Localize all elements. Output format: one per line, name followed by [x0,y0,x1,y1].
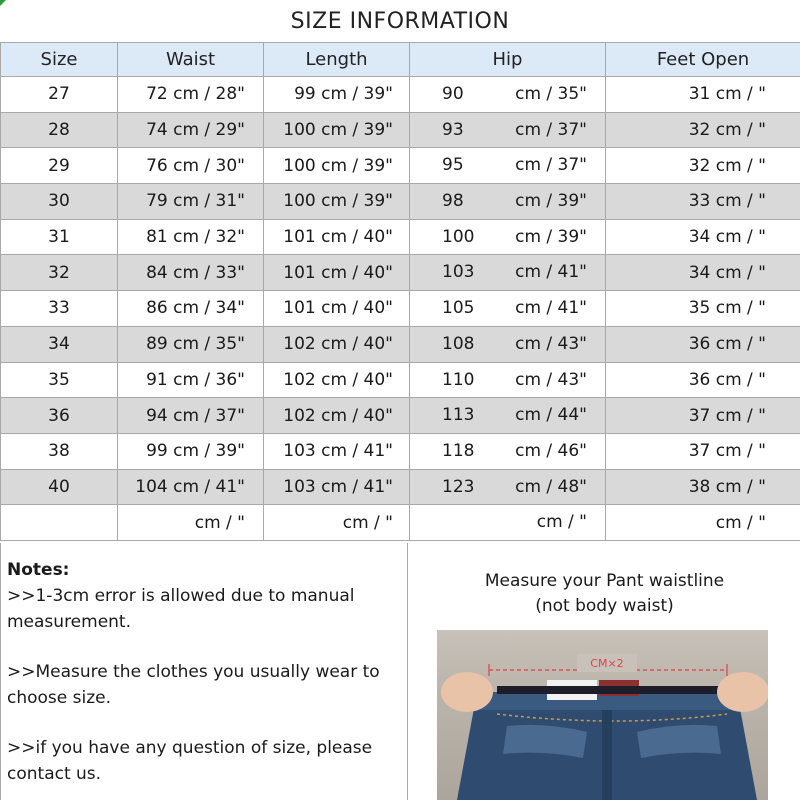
cell-length: 101 cm / 40" [264,255,410,291]
cell-length: 99 cm / 39" [264,77,410,113]
cell-feet-open: 32 cm / " [606,112,800,148]
table-body [1,77,800,541]
cell-waist: 76 cm / 30" [118,148,264,184]
left-hand-shape [441,672,493,712]
table-row [1,184,800,220]
cell-length: 100 cm / 39" [264,148,410,184]
cell-length: cm / " [264,505,410,541]
table-row [1,77,800,113]
fly-shape [602,710,612,800]
cell-length: 101 cm / 40" [264,291,410,327]
cell-waist: 84 cm / 33" [118,255,264,291]
cell-hip-unit: cm / 48" [515,476,587,497]
cell-hip-value: 90 [442,84,464,104]
cell-waist: cm / " [118,505,264,541]
jeans-illustration [437,630,768,800]
cell-hip [410,362,606,398]
measure-title-line2: (not body waist) [535,596,674,616]
cell-hip-value: 108 [442,333,475,354]
header-hip: Hip [410,43,606,77]
cell-hip-value: 113 [442,405,475,426]
cell-size: 35 [1,362,118,398]
cell-hip-unit: cm / 43" [515,369,587,390]
cell-hip [410,469,606,505]
cell-waist: 94 cm / 37" [118,398,264,434]
notes-title: Notes: [7,560,70,580]
cell-length: 101 cm / 40" [264,219,410,255]
note-error-allowed: >>1-3cm error is allowed due to manual measurement. [7,586,355,632]
cell-hip [410,148,606,184]
cell-waist: 104 cm / 41" [118,469,264,505]
cell-hip-value: 98 [442,191,464,212]
cell-length: 100 cm / 39" [264,184,410,220]
cell-size: 30 [1,184,118,220]
cell-waist: 89 cm / 35" [118,326,264,362]
cell-length: 103 cm / 41" [264,433,410,469]
cell-length: 102 cm / 40" [264,362,410,398]
cell-size: 34 [1,326,118,362]
cell-size: 40 [1,469,118,505]
cell-size: 38 [1,433,118,469]
cell-hip-value: 118 [442,440,475,461]
note-contact-us: >>if you have any question of size, please contact us. [7,738,373,784]
cell-length: 102 cm / 40" [264,398,410,434]
cell-length: 103 cm / 41" [264,469,410,505]
measure-title [409,569,800,619]
table-row [1,326,800,362]
cell-feet-open: 35 cm / " [606,291,800,327]
cell-waist: 86 cm / 34" [118,291,264,327]
table-row [1,469,800,505]
header-feet-open: Feet Open [606,43,800,77]
cell-length: 102 cm / 40" [264,326,410,362]
cell-hip-value: 93 [442,119,464,140]
table-row [1,255,800,291]
table-row [1,291,800,327]
table-header-row [1,43,800,77]
cell-hip-value: 123 [442,476,475,497]
cell-feet-open: 37 cm / " [606,433,800,469]
cell-waist: 72 cm / 28" [118,77,264,113]
notes-panel [0,543,408,800]
cell-feet-open: 31 cm / " [606,77,800,113]
cell-feet-open: 32 cm / " [606,148,800,184]
page-title: SIZE INFORMATION [290,8,510,34]
pocket-left-shape [503,725,587,758]
cell-hip-value: 95 [442,155,464,176]
cell-hip [410,326,606,362]
cell-feet-open: cm / " [606,505,800,541]
cell-hip-unit: cm / 41" [515,262,587,283]
cell-waist: 99 cm / 39" [118,433,264,469]
cell-hip-unit: cm / 39" [515,226,587,247]
table-row [1,505,800,541]
cell-size [1,505,118,541]
cell-hip-unit: cm / 44" [515,405,587,426]
cell-size: 32 [1,255,118,291]
table-row [1,362,800,398]
cell-size: 36 [1,398,118,434]
header-size: Size [1,43,118,77]
cell-feet-open: 38 cm / " [606,469,800,505]
cell-waist: 91 cm / 36" [118,362,264,398]
cell-hip-unit: cm / 43" [515,333,587,354]
cell-hip-value: 103 [442,262,475,283]
cell-feet-open: 36 cm / " [606,362,800,398]
cell-hip-unit: cm / 37" [515,155,587,176]
header-waist: Waist [118,43,264,77]
pocket-right-shape [637,725,721,758]
measure-label: CM×2 [590,657,624,670]
size-table [0,42,800,541]
cell-hip [410,255,606,291]
cell-feet-open: 37 cm / " [606,398,800,434]
cell-hip [410,291,606,327]
cell-size: 28 [1,112,118,148]
table-row [1,219,800,255]
cell-hip-unit: cm / " [536,512,587,533]
table-row [1,148,800,184]
right-hand-shape [717,672,768,712]
cell-length: 100 cm / 39" [264,112,410,148]
cell-hip [410,77,606,113]
cell-feet-open: 34 cm / " [606,219,800,255]
cell-hip-unit: cm / 39" [515,191,587,212]
cell-size: 33 [1,291,118,327]
cell-feet-open: 34 cm / " [606,255,800,291]
jeans-waist-photo [437,630,768,800]
cell-feet-open: 36 cm / " [606,326,800,362]
cell-hip [410,219,606,255]
cell-hip [410,184,606,220]
cell-feet-open: 33 cm / " [606,184,800,220]
cell-waist: 81 cm / 32" [118,219,264,255]
cell-waist: 74 cm / 29" [118,112,264,148]
cell-hip-value: 100 [442,226,475,247]
cell-hip-value: 105 [442,298,475,319]
table-row [1,112,800,148]
cell-size: 29 [1,148,118,184]
header-length: Length [264,43,410,77]
cell-size: 31 [1,219,118,255]
cell-waist: 79 cm / 31" [118,184,264,220]
cell-hip [410,112,606,148]
cell-hip-unit: cm / 46" [515,440,587,461]
measure-title-line1: Measure your Pant waistline [484,571,725,591]
cell-hip [410,505,606,541]
inner-waist-shape [497,686,747,694]
cell-hip-value: 110 [442,369,475,390]
measure-panel [409,543,800,800]
cell-hip [410,433,606,469]
table-row [1,398,800,434]
cell-hip-unit: cm / 37" [515,119,587,140]
note-measure-clothes: >>Measure the clothes you usually wear to choose size. [7,662,380,708]
cell-size: 27 [1,77,118,113]
cell-hip-unit: cm / 41" [515,298,587,319]
cell-hip-unit: cm / 35" [515,84,587,104]
cell-hip [410,398,606,434]
table-row [1,433,800,469]
